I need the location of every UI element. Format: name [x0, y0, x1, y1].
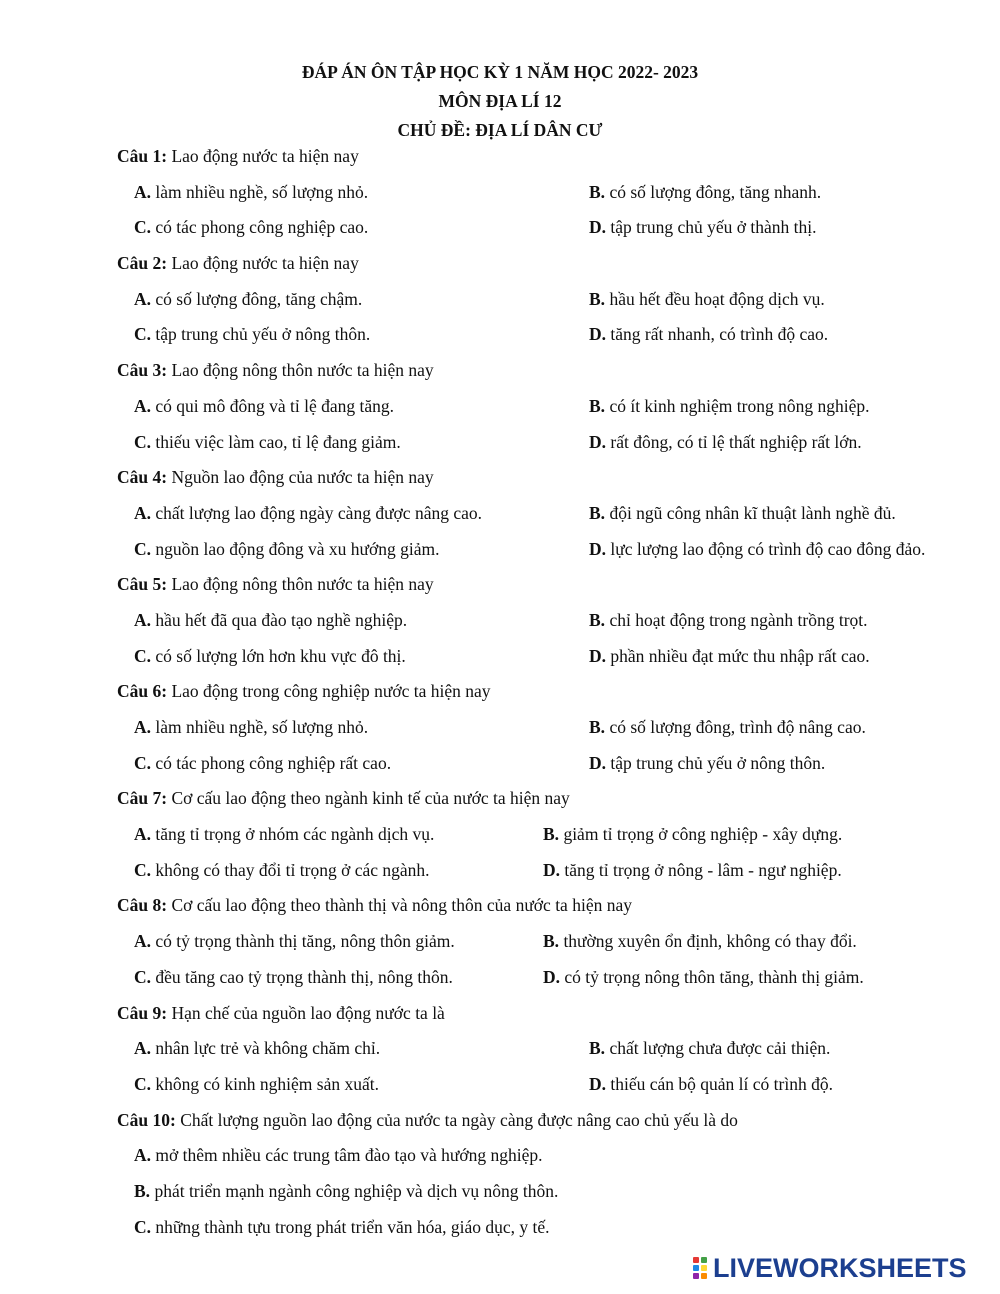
option-text: không có thay đổi tỉ trọng ở các ngành.: [155, 859, 430, 880]
option-c[interactable]: [134, 961, 453, 993]
question-text: Cơ cấu lao động theo ngành kinh tế của nước ta hiện nay: [171, 788, 570, 809]
option-letter: A.: [134, 931, 152, 952]
option-b[interactable]: [543, 925, 857, 957]
question-6: [117, 675, 987, 782]
option-row: [117, 1139, 987, 1175]
option-d[interactable]: [589, 426, 862, 458]
question-text: Lao động nước ta hiện nay: [171, 146, 359, 166]
option-text: làm nhiều nghề, số lượng nhỏ.: [155, 717, 369, 737]
question-stem: [117, 354, 987, 390]
option-letter: A.: [134, 824, 152, 845]
question-stem: [117, 675, 987, 711]
option-row: [117, 711, 987, 747]
option-row: [117, 1211, 987, 1247]
option-letter: B.: [589, 502, 606, 523]
question-2: [117, 247, 987, 354]
option-letter: A.: [134, 395, 152, 416]
option-text: chỉ hoạt động trong ngành trồng trọt.: [609, 609, 868, 630]
option-text: tăng tỉ trọng ở nhóm các ngành dịch vụ.: [155, 824, 435, 845]
option-b[interactable]: [134, 1181, 558, 1201]
question-stem: [117, 782, 987, 818]
logo-square: [693, 1257, 699, 1263]
option-a[interactable]: [134, 497, 482, 529]
question-7: [117, 782, 987, 889]
option-d[interactable]: [589, 640, 870, 672]
question-text: Hạn chế của nguồn lao động nước ta là: [171, 1002, 445, 1023]
question-label: Câu 6:: [117, 681, 168, 702]
liveworksheets-logo: [693, 1251, 967, 1285]
option-row: [117, 1068, 987, 1104]
option-a[interactable]: [134, 711, 368, 743]
option-row: [117, 176, 987, 212]
option-c[interactable]: [134, 533, 440, 565]
option-b[interactable]: [589, 497, 896, 529]
option-letter: C.: [134, 645, 152, 666]
option-letter: A.: [134, 1038, 152, 1059]
option-c[interactable]: [134, 318, 370, 350]
question-5: [117, 568, 987, 675]
option-text: có ít kinh nghiệm trong nông nghiệp.: [609, 395, 870, 416]
question-label: Câu 8:: [117, 895, 168, 916]
option-a[interactable]: [134, 390, 394, 422]
option-c[interactable]: [134, 640, 406, 672]
option-a[interactable]: [134, 925, 455, 957]
logo-square: [701, 1257, 707, 1263]
option-text: thiếu việc làm cao, tỉ lệ đang giảm.: [155, 431, 401, 452]
question-label: Câu 2:: [117, 253, 168, 274]
option-a[interactable]: [134, 604, 407, 636]
question-text: Nguồn lao động của nước ta hiện nay: [171, 467, 434, 488]
option-b[interactable]: [589, 711, 866, 743]
option-letter: B.: [589, 1038, 606, 1059]
option-row: [117, 818, 987, 854]
option-b[interactable]: [589, 1032, 830, 1064]
option-letter: B.: [589, 717, 606, 737]
option-text: có tác phong công nghiệp cao.: [155, 217, 369, 238]
option-letter: C.: [134, 217, 152, 238]
option-c[interactable]: [134, 211, 368, 243]
option-text: rất đông, có tỉ lệ thất nghiệp rất lớn.: [610, 431, 862, 452]
option-text: có qui mô đông và tỉ lệ đang tăng.: [155, 395, 395, 416]
option-text: chất lượng lao động ngày càng được nâng cao.: [155, 502, 483, 523]
question-label: Câu 3:: [117, 360, 168, 381]
option-letter: B.: [589, 395, 606, 416]
option-row: [117, 497, 987, 533]
option-a[interactable]: [134, 818, 434, 850]
option-a[interactable]: [134, 176, 368, 208]
option-text: có tác phong công nghiệp rất cao.: [155, 752, 392, 773]
option-row: [117, 390, 987, 426]
option-letter: A.: [134, 717, 152, 737]
option-letter: C.: [134, 538, 152, 559]
option-b[interactable]: [589, 283, 825, 315]
document-title: ĐÁP ÁN ÔN TẬP HỌC KỲ 1 NĂM HỌC 2022- 2023: [301, 62, 699, 82]
option-text: tập trung chủ yếu ở thành thị.: [610, 217, 817, 238]
option-letter: B.: [543, 824, 560, 845]
option-c[interactable]: [134, 1068, 379, 1100]
question-text: Lao động nông thôn nước ta hiện nay: [171, 360, 434, 381]
question-text: Chất lượng nguồn lao động của nước ta ngày càng được nâng cao chủ yếu là do: [180, 1109, 738, 1130]
option-row: [117, 1175, 987, 1211]
option-row: [117, 640, 987, 676]
option-b[interactable]: [543, 818, 842, 850]
option-text: hầu hết đều hoạt động dịch vụ.: [609, 288, 825, 309]
option-letter: C.: [134, 1073, 152, 1094]
option-b[interactable]: [589, 604, 868, 636]
option-text: nhân lực trẻ và không chăm chỉ.: [155, 1038, 381, 1059]
option-text: tập trung chủ yếu ở nông thôn.: [155, 324, 371, 345]
question-list: [117, 140, 987, 1246]
option-a[interactable]: [134, 1032, 380, 1064]
option-d[interactable]: [589, 1068, 833, 1100]
option-letter: D.: [589, 324, 607, 345]
option-text: có tỷ trọng nông thôn tăng, thành thị giảm.: [564, 966, 864, 987]
option-row: [117, 283, 987, 319]
option-row: [117, 747, 987, 783]
question-text: Lao động nông thôn nước ta hiện nay: [171, 574, 434, 595]
question-label: Câu 7:: [117, 788, 168, 809]
question-4: [117, 461, 987, 568]
option-text: phần nhiều đạt mức thu nhập rất cao.: [610, 645, 870, 666]
option-letter: B.: [543, 931, 560, 952]
option-text: lực lượng lao động có trình độ cao đông đảo.: [610, 538, 926, 559]
logo-square: [693, 1273, 699, 1279]
option-text: thiếu cán bộ quản lí có trình độ.: [610, 1073, 833, 1094]
option-c[interactable]: [134, 426, 401, 458]
option-letter: D.: [543, 966, 561, 987]
document-header: [0, 58, 1000, 145]
option-text: chất lượng chưa được cải thiện.: [609, 1038, 831, 1059]
option-text: có số lượng đông, tăng nhanh.: [609, 181, 822, 202]
question-9: [117, 997, 987, 1104]
option-row: [117, 961, 987, 997]
question-stem: [117, 889, 987, 925]
option-text: mở thêm nhiều các trung tâm đào tạo và hướng nghiệp.: [155, 1145, 543, 1166]
option-row: [117, 925, 987, 961]
option-d[interactable]: [589, 318, 828, 350]
option-text: không có kinh nghiệm sản xuất.: [155, 1073, 379, 1094]
option-text: hầu hết đã qua đào tạo nghề nghiệp.: [155, 609, 408, 630]
question-stem: [117, 568, 987, 604]
option-letter: A.: [134, 181, 152, 202]
option-letter: D.: [589, 538, 607, 559]
question-stem: [117, 461, 987, 497]
option-b[interactable]: [589, 390, 869, 422]
option-letter: C.: [134, 859, 152, 880]
option-d[interactable]: [543, 854, 842, 886]
option-letter: D.: [589, 1073, 607, 1094]
option-row: [117, 426, 987, 462]
option-d[interactable]: [589, 211, 816, 243]
option-letter: C.: [134, 431, 152, 452]
option-a[interactable]: [134, 1145, 543, 1165]
option-letter: B.: [589, 181, 606, 202]
option-row: [117, 533, 987, 569]
question-stem: [117, 247, 987, 283]
option-text: nguồn lao động đông và xu hướng giảm.: [155, 538, 440, 559]
option-text: đội ngũ công nhân kĩ thuật lành nghề đủ.: [609, 502, 896, 523]
option-letter: C.: [134, 1216, 152, 1237]
option-a[interactable]: [134, 283, 362, 315]
option-letter: D.: [589, 431, 607, 452]
option-c[interactable]: [134, 1217, 550, 1237]
option-letter: A.: [134, 609, 152, 630]
logo-square: [701, 1273, 707, 1279]
option-letter: C.: [134, 324, 152, 345]
question-1: [117, 140, 987, 247]
option-text: những thành tựu trong phát triển văn hóa, giáo dục, y tế.: [155, 1216, 550, 1237]
question-text: Lao động trong công nghiệp nước ta hiện nay: [171, 681, 491, 702]
option-letter: B.: [589, 288, 606, 309]
logo-icon: [693, 1257, 707, 1279]
question-10: [117, 1104, 987, 1247]
option-letter: A.: [134, 1145, 152, 1166]
option-c[interactable]: [134, 747, 391, 779]
option-letter: B.: [589, 609, 606, 630]
option-letter: C.: [134, 966, 152, 987]
option-letter: A.: [134, 502, 152, 523]
option-text: có số lượng đông, tăng chậm.: [155, 288, 363, 309]
logo-text: LIVEWORKSHEETS: [713, 1252, 967, 1283]
question-label: Câu 9:: [117, 1002, 168, 1023]
option-text: làm nhiều nghề, số lượng nhỏ.: [155, 181, 369, 202]
option-d[interactable]: [543, 961, 864, 993]
question-text: Cơ cấu lao động theo thành thị và nông thôn của nước ta hiện nay: [171, 895, 632, 916]
option-text: có tỷ trọng thành thị tăng, nông thôn giảm.: [155, 931, 455, 952]
subject-title: MÔN ĐỊA LÍ 12: [438, 91, 562, 111]
option-letter: D.: [589, 752, 607, 773]
option-b[interactable]: [589, 176, 821, 208]
option-letter: D.: [589, 217, 607, 238]
option-text: giảm tỉ trọng ở công nghiệp - xây dựng.: [563, 824, 843, 845]
option-text: đều tăng cao tỷ trọng thành thị, nông thôn.: [155, 966, 453, 987]
question-label: Câu 5:: [117, 574, 168, 595]
option-text: có số lượng lớn hơn khu vực đô thị.: [155, 645, 406, 666]
option-c[interactable]: [134, 854, 430, 886]
option-row: [117, 854, 987, 890]
logo-square: [693, 1265, 699, 1271]
option-row: [117, 1032, 987, 1068]
question-label: Câu 10:: [117, 1109, 176, 1130]
question-stem: [117, 1104, 987, 1140]
option-letter: C.: [134, 752, 152, 773]
option-letter: A.: [134, 288, 152, 309]
option-d[interactable]: [589, 533, 925, 565]
option-letter: D.: [543, 859, 561, 880]
question-stem: [117, 997, 987, 1033]
option-letter: B.: [134, 1180, 151, 1201]
option-text: tăng tỉ trọng ở nông - lâm - ngư nghiệp.: [564, 859, 842, 880]
option-row: [117, 318, 987, 354]
question-3: [117, 354, 987, 461]
question-label: Câu 4:: [117, 467, 168, 488]
option-text: tăng rất nhanh, có trình độ cao.: [610, 324, 829, 345]
option-text: phát triển mạnh ngành công nghiệp và dịch vụ nông thôn.: [154, 1180, 559, 1201]
option-row: [117, 211, 987, 247]
logo-square: [701, 1265, 707, 1271]
question-stem: [117, 140, 987, 176]
option-text: thường xuyên ổn định, không có thay đổi.: [563, 931, 857, 952]
option-text: tập trung chủ yếu ở nông thôn.: [610, 752, 826, 773]
question-label: Câu 1:: [117, 146, 168, 166]
option-letter: D.: [589, 645, 607, 666]
question-8: [117, 889, 987, 996]
topic-title: CHỦ ĐỀ: ĐỊA LÍ DÂN CƯ: [397, 120, 603, 140]
question-text: Lao động nước ta hiện nay: [171, 253, 359, 274]
option-text: có số lượng đông, trình độ nâng cao.: [609, 717, 866, 737]
option-d[interactable]: [589, 747, 825, 779]
option-row: [117, 604, 987, 640]
